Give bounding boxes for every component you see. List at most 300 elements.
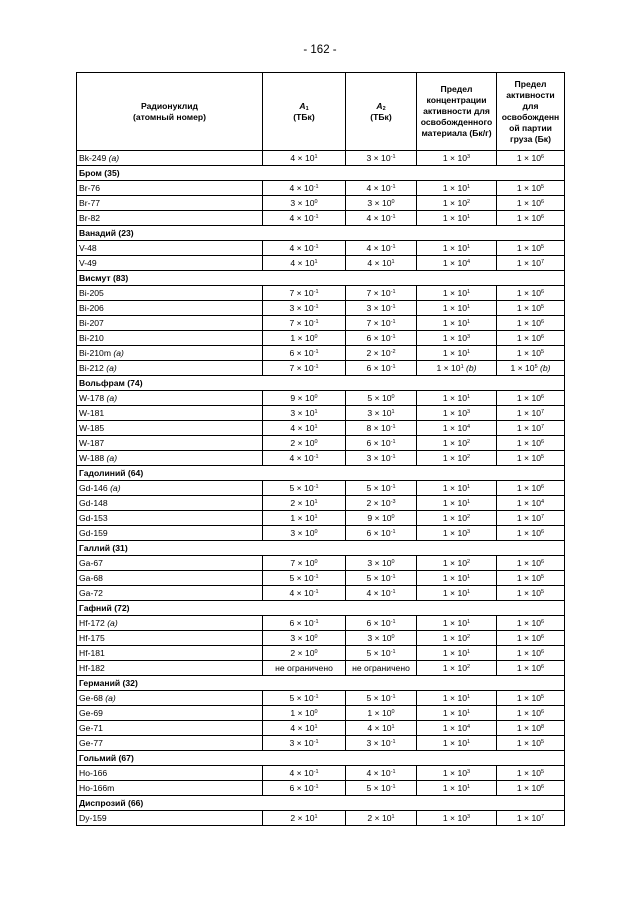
a2-value-exponent: -1 bbox=[390, 693, 396, 700]
a1-value-base: 3 × 10 bbox=[290, 197, 315, 208]
nuclide-label: W-178 bbox=[79, 392, 105, 403]
nuclide-label: Br-77 bbox=[79, 197, 101, 208]
a2-value-exponent: -1 bbox=[390, 243, 396, 250]
nuclide-name bbox=[77, 496, 263, 511]
activity-limit-value-base: 1 × 10 bbox=[516, 782, 542, 793]
a1-value bbox=[263, 526, 346, 541]
table-row bbox=[77, 481, 565, 496]
concentration-limit-value-exponent: 3 bbox=[467, 813, 471, 820]
concentration-limit-value-base: 1 × 10 bbox=[442, 242, 468, 253]
nuclide-label: Ga-67 bbox=[79, 557, 103, 568]
activity-limit-value bbox=[497, 301, 565, 316]
a1-value bbox=[263, 361, 346, 376]
a1-value bbox=[263, 151, 346, 166]
a1-value-exponent: 0 bbox=[314, 558, 318, 565]
concentration-limit-value-exponent: 1 bbox=[460, 363, 464, 370]
a1-value-exponent: 0 bbox=[314, 648, 318, 655]
concentration-limit-value-base: 1 × 10 bbox=[442, 332, 468, 343]
concentration-limit-value bbox=[417, 151, 497, 166]
nuclide-name bbox=[77, 616, 263, 631]
a2-value bbox=[346, 526, 417, 541]
concentration-limit-value bbox=[417, 301, 497, 316]
concentration-limit-value bbox=[417, 451, 497, 466]
nuclide-label: V-49 bbox=[79, 257, 97, 268]
a2-value-exponent: 0 bbox=[391, 633, 395, 640]
activity-limit-value-exponent: 6 bbox=[541, 558, 545, 565]
concentration-limit-value bbox=[417, 616, 497, 631]
a1-value bbox=[263, 511, 346, 526]
a2-value-base: 4 × 10 bbox=[367, 722, 392, 733]
concentration-limit-value-exponent: 4 bbox=[467, 723, 471, 730]
table-row bbox=[77, 421, 565, 436]
concentration-limit-value-base: 1 × 10 bbox=[442, 182, 468, 193]
a2-value-base: 2 × 10 bbox=[366, 347, 391, 358]
concentration-limit-value bbox=[417, 721, 497, 736]
concentration-limit-value-base: 1 × 10 bbox=[442, 287, 468, 298]
nuclide-name bbox=[77, 721, 263, 736]
element-group-name: Бром (35) bbox=[77, 166, 565, 181]
a2-value-base: 7 × 10 bbox=[366, 317, 391, 328]
activity-limit-value-base: 1 × 10 bbox=[516, 722, 542, 733]
concentration-limit-value-base: 1 × 10 bbox=[436, 362, 461, 373]
nuclide-name bbox=[77, 391, 263, 406]
concentration-limit-value-exponent: 2 bbox=[467, 558, 471, 565]
table-row bbox=[77, 196, 565, 211]
concentration-limit-value-exponent: 3 bbox=[467, 153, 471, 160]
a2-value bbox=[346, 646, 417, 661]
a1-value-exponent: 1 bbox=[314, 498, 318, 505]
nuclide-label: Bi-210 bbox=[79, 332, 104, 343]
a1-value bbox=[263, 781, 346, 796]
table-row bbox=[77, 436, 565, 451]
nuclide-note: (a) bbox=[106, 392, 118, 403]
header-radionuclide bbox=[77, 73, 263, 151]
concentration-limit-value bbox=[417, 781, 497, 796]
activity-limit-value-exponent: 6 bbox=[541, 288, 545, 295]
a1-value-exponent: -1 bbox=[313, 453, 319, 460]
concentration-limit-value bbox=[417, 346, 497, 361]
concentration-limit-value-base: 1 × 10 bbox=[442, 617, 468, 628]
a2-value bbox=[346, 766, 417, 781]
element-group-name: Гольмий (67) bbox=[77, 751, 565, 766]
a2-value-base: 4 × 10 bbox=[366, 587, 391, 598]
concentration-limit-value bbox=[417, 556, 497, 571]
a2-value-exponent: 1 bbox=[391, 723, 395, 730]
concentration-limit-value-base: 1 × 10 bbox=[442, 422, 468, 433]
a2-value bbox=[346, 406, 417, 421]
a1-value-base: 2 × 10 bbox=[290, 647, 315, 658]
header-a1 bbox=[263, 73, 346, 151]
concentration-limit-value-exponent: 2 bbox=[467, 663, 471, 670]
a1-value-exponent: -1 bbox=[313, 573, 319, 580]
a1-value-exponent: 0 bbox=[314, 528, 318, 535]
nuclide-name bbox=[77, 406, 263, 421]
a1-value-base: не ограничено bbox=[275, 662, 333, 673]
nuclide-label: W-181 bbox=[79, 407, 105, 418]
a1-value-exponent: -1 bbox=[313, 183, 319, 190]
nuclide-name bbox=[77, 586, 263, 601]
activity-limit-value bbox=[497, 361, 565, 376]
a1-value bbox=[263, 721, 346, 736]
nuclide-label: Bi-205 bbox=[79, 287, 104, 298]
concentration-limit-value-base: 1 × 10 bbox=[442, 257, 468, 268]
concentration-limit-value-exponent: 1 bbox=[467, 708, 471, 715]
nuclide-label: Gd-148 bbox=[79, 497, 108, 508]
concentration-limit-value-base: 1 × 10 bbox=[442, 392, 468, 403]
a2-value-exponent: -1 bbox=[390, 423, 396, 430]
a1-value bbox=[263, 196, 346, 211]
concentration-limit-value bbox=[417, 706, 497, 721]
concentration-limit-value-base: 1 × 10 bbox=[442, 722, 468, 733]
nuclide-name bbox=[77, 256, 263, 271]
a2-value bbox=[346, 571, 417, 586]
concentration-limit-value-base: 1 × 10 bbox=[442, 572, 468, 583]
concentration-limit-value-exponent: 2 bbox=[467, 513, 471, 520]
activity-limit-value bbox=[497, 241, 565, 256]
activity-limit-value-exponent: 5 bbox=[541, 768, 545, 775]
nuclide-name bbox=[77, 631, 263, 646]
a1-value-base: 1 × 10 bbox=[290, 332, 315, 343]
nuclide-name bbox=[77, 661, 263, 676]
a1-value-exponent: -1 bbox=[313, 483, 319, 490]
activity-limit-value bbox=[497, 691, 565, 706]
a2-value bbox=[346, 691, 417, 706]
concentration-limit-value-exponent: 1 bbox=[467, 573, 471, 580]
a1-value bbox=[263, 571, 346, 586]
concentration-limit-value-base: 1 × 10 bbox=[442, 647, 468, 658]
a1-value-exponent: -1 bbox=[313, 303, 319, 310]
table-row bbox=[77, 571, 565, 586]
concentration-limit-value-exponent: 1 bbox=[467, 693, 471, 700]
a1-value-exponent: 0 bbox=[314, 633, 318, 640]
concentration-limit-value-exponent: 1 bbox=[467, 318, 471, 325]
a2-value bbox=[346, 241, 417, 256]
concentration-limit-value-exponent: 4 bbox=[467, 423, 471, 430]
a2-value-base: 3 × 10 bbox=[367, 557, 392, 568]
table-row bbox=[77, 616, 565, 631]
table-row bbox=[77, 646, 565, 661]
a2-value-exponent: -1 bbox=[390, 573, 396, 580]
concentration-limit-value-base: 1 × 10 bbox=[442, 512, 468, 523]
concentration-limit-value-exponent: 3 bbox=[467, 768, 471, 775]
a2-value-exponent: -1 bbox=[390, 303, 396, 310]
concentration-limit-value-exponent: 4 bbox=[467, 258, 471, 265]
activity-limit-value-base: 1 × 10 bbox=[516, 557, 542, 568]
concentration-limit-value bbox=[417, 631, 497, 646]
nuclide-label: W-188 bbox=[79, 452, 105, 463]
concentration-limit-value-exponent: 1 bbox=[467, 288, 471, 295]
activity-limit-value-exponent: 5 bbox=[541, 588, 545, 595]
activity-limit-value-exponent: 6 bbox=[541, 153, 545, 160]
a1-value bbox=[263, 406, 346, 421]
activity-limit-value-exponent: 6 bbox=[541, 618, 545, 625]
table-row bbox=[77, 181, 565, 196]
a2-value-exponent: -1 bbox=[390, 738, 396, 745]
activity-limit-value-base: 1 × 10 bbox=[510, 362, 535, 373]
a1-value-exponent: -1 bbox=[313, 213, 319, 220]
a1-value bbox=[263, 241, 346, 256]
concentration-limit-value bbox=[417, 526, 497, 541]
table-row bbox=[77, 211, 565, 226]
activity-limit-value-base: 1 × 10 bbox=[516, 512, 542, 523]
element-group-row bbox=[77, 226, 565, 241]
concentration-limit-value-exponent: 3 bbox=[467, 333, 471, 340]
a1-value-exponent: -1 bbox=[313, 363, 319, 370]
a2-value-base: 3 × 10 bbox=[366, 737, 391, 748]
a2-value-base: 1 × 10 bbox=[367, 707, 392, 718]
a1-value-exponent: 0 bbox=[314, 333, 318, 340]
concentration-limit-value-base: 1 × 10 bbox=[442, 452, 468, 463]
a2-value-base: 2 × 10 bbox=[367, 812, 392, 823]
a2-value-exponent: 0 bbox=[391, 198, 395, 205]
a1-value-base: 9 × 10 bbox=[290, 392, 315, 403]
table-row bbox=[77, 556, 565, 571]
nuclide-label: W-185 bbox=[79, 422, 105, 433]
nuclide-note: (a) bbox=[105, 692, 116, 703]
nuclide-name bbox=[77, 481, 263, 496]
nuclide-label: Bi-212 bbox=[79, 362, 104, 373]
table-row bbox=[77, 301, 565, 316]
a2-value bbox=[346, 616, 417, 631]
activity-limit-value bbox=[497, 526, 565, 541]
nuclide-label: Gd-159 bbox=[79, 527, 108, 538]
a2-value-exponent: -1 bbox=[390, 438, 396, 445]
activity-limit-value-exponent: 6 bbox=[541, 333, 545, 340]
activity-limit-value-base: 1 × 10 bbox=[516, 767, 542, 778]
a1-value bbox=[263, 436, 346, 451]
header-a1-index: 1 bbox=[305, 105, 309, 112]
concentration-limit-value bbox=[417, 406, 497, 421]
a1-value bbox=[263, 766, 346, 781]
a1-value bbox=[263, 391, 346, 406]
nuclide-label: Hf-175 bbox=[79, 632, 105, 643]
activity-limit-value-exponent: 6 bbox=[541, 213, 545, 220]
nuclide-name bbox=[77, 736, 263, 751]
activity-limit-value-base: 1 × 10 bbox=[516, 347, 542, 358]
a2-value bbox=[346, 811, 417, 826]
a2-value-exponent: -1 bbox=[390, 183, 396, 190]
a2-value bbox=[346, 196, 417, 211]
nuclide-name bbox=[77, 421, 263, 436]
nuclide-label: Bi-207 bbox=[79, 317, 104, 328]
activity-limit-value-base: 1 × 10 bbox=[516, 707, 542, 718]
activity-limit-value bbox=[497, 451, 565, 466]
concentration-limit-value-exponent: 1 bbox=[467, 303, 471, 310]
activity-limit-value-exponent: 6 bbox=[541, 648, 545, 655]
concentration-limit-value bbox=[417, 331, 497, 346]
activity-limit-value-exponent: 5 bbox=[541, 573, 545, 580]
activity-limit-value-exponent: 6 bbox=[541, 483, 545, 490]
a2-value bbox=[346, 736, 417, 751]
activity-limit-value-base: 1 × 10 bbox=[516, 242, 542, 253]
concentration-limit-value-base: 1 × 10 bbox=[442, 662, 468, 673]
radionuclide-table bbox=[76, 72, 565, 826]
concentration-limit-value bbox=[417, 361, 497, 376]
concentration-limit-value-base: 1 × 10 bbox=[442, 437, 468, 448]
concentration-limit-value bbox=[417, 211, 497, 226]
a1-value bbox=[263, 661, 346, 676]
activity-limit-value bbox=[497, 706, 565, 721]
activity-limit-value-exponent: 6 bbox=[541, 663, 545, 670]
concentration-limit-value-base: 1 × 10 bbox=[442, 497, 468, 508]
concentration-limit-value-base: 1 × 10 bbox=[442, 557, 468, 568]
a1-value-base: 3 × 10 bbox=[289, 737, 314, 748]
activity-limit-value bbox=[497, 406, 565, 421]
a2-value-exponent: -1 bbox=[390, 783, 396, 790]
a2-value-exponent: 1 bbox=[391, 408, 395, 415]
a1-value bbox=[263, 631, 346, 646]
a1-value-exponent: 0 bbox=[314, 393, 318, 400]
a2-value bbox=[346, 481, 417, 496]
activity-limit-value-base: 1 × 10 bbox=[516, 152, 542, 163]
activity-limit-value-base: 1 × 10 bbox=[516, 332, 542, 343]
header-row bbox=[77, 73, 565, 151]
nuclide-name bbox=[77, 646, 263, 661]
a2-value bbox=[346, 781, 417, 796]
a1-value bbox=[263, 301, 346, 316]
activity-limit-value-exponent: 6 bbox=[541, 318, 545, 325]
a2-value-exponent: -1 bbox=[390, 483, 396, 490]
a2-value-base: 3 × 10 bbox=[366, 302, 391, 313]
element-group-name: Галлий (31) bbox=[77, 541, 565, 556]
nuclide-note: (a) bbox=[108, 152, 120, 163]
concentration-limit-value-exponent: 2 bbox=[467, 633, 471, 640]
a1-value-exponent: 1 bbox=[314, 153, 318, 160]
nuclide-note: (a) bbox=[110, 482, 121, 493]
a2-value-exponent: -1 bbox=[390, 768, 396, 775]
activity-limit-value-base: 1 × 10 bbox=[516, 482, 542, 493]
nuclide-note: (a) bbox=[106, 452, 118, 463]
activity-limit-value bbox=[497, 481, 565, 496]
a1-value-base: 3 × 10 bbox=[290, 527, 315, 538]
a1-value-base: 5 × 10 bbox=[289, 692, 314, 703]
element-group-name: Гадолиний (64) bbox=[77, 466, 565, 481]
element-group-name: Гафний (72) bbox=[77, 601, 565, 616]
concentration-limit-value-base: 1 × 10 bbox=[442, 347, 468, 358]
concentration-limit-value bbox=[417, 181, 497, 196]
a2-value-exponent: 0 bbox=[391, 708, 395, 715]
header-a2-index: 2 bbox=[382, 105, 386, 112]
activity-limit-value bbox=[497, 661, 565, 676]
a1-value-exponent: 1 bbox=[314, 723, 318, 730]
a2-value bbox=[346, 511, 417, 526]
activity-limit-value bbox=[497, 766, 565, 781]
a2-value-base: 3 × 10 bbox=[367, 407, 392, 418]
a2-value-base: 3 × 10 bbox=[366, 452, 391, 463]
activity-limit-value bbox=[497, 811, 565, 826]
a2-value-exponent: -1 bbox=[390, 153, 396, 160]
nuclide-label: Hf-182 bbox=[79, 662, 105, 673]
activity-limit-value bbox=[497, 631, 565, 646]
nuclide-label: Ga-68 bbox=[79, 572, 103, 583]
activity-limit-value-base: 1 × 10 bbox=[516, 302, 542, 313]
a1-value-exponent: -1 bbox=[313, 243, 319, 250]
activity-limit-value-exponent: 5 bbox=[541, 243, 545, 250]
activity-limit-value-base: 1 × 10 bbox=[516, 257, 542, 268]
activity-limit-value bbox=[497, 646, 565, 661]
activity-limit-value bbox=[497, 556, 565, 571]
activity-limit-value-exponent: 5 bbox=[541, 453, 545, 460]
a1-value-base: 7 × 10 bbox=[289, 287, 314, 298]
concentration-limit-value bbox=[417, 286, 497, 301]
activity-limit-value-exponent: 7 bbox=[541, 258, 545, 265]
nuclide-name bbox=[77, 766, 263, 781]
activity-limit-value-base: 1 × 10 bbox=[516, 392, 542, 403]
table-row bbox=[77, 586, 565, 601]
activity-limit-value-exponent: 5 bbox=[541, 738, 545, 745]
a2-value-base: 6 × 10 bbox=[366, 617, 391, 628]
a2-value-exponent: -1 bbox=[390, 528, 396, 535]
a2-value-base: 8 × 10 bbox=[366, 422, 391, 433]
element-group-row bbox=[77, 796, 565, 811]
table-row bbox=[77, 256, 565, 271]
a1-value-exponent: 1 bbox=[314, 513, 318, 520]
element-group-name: Германий (32) bbox=[77, 676, 565, 691]
a1-value-exponent: 1 bbox=[314, 258, 318, 265]
nuclide-label: Ho-166 bbox=[79, 767, 108, 778]
activity-limit-value bbox=[497, 736, 565, 751]
concentration-limit-value bbox=[417, 436, 497, 451]
a1-value-base: 4 × 10 bbox=[290, 152, 315, 163]
nuclide-label: Ge-71 bbox=[79, 722, 103, 733]
a1-value-exponent: 1 bbox=[314, 408, 318, 415]
a1-value-base: 4 × 10 bbox=[289, 452, 314, 463]
nuclide-name bbox=[77, 436, 263, 451]
a1-value-base: 2 × 10 bbox=[290, 437, 315, 448]
activity-limit-value bbox=[497, 181, 565, 196]
activity-limit-value-exponent: 7 bbox=[541, 408, 545, 415]
a1-value bbox=[263, 646, 346, 661]
activity-limit-value-base: 1 × 10 bbox=[516, 182, 542, 193]
table-row bbox=[77, 691, 565, 706]
a1-value-base: 1 × 10 bbox=[290, 707, 315, 718]
activity-limit-value-exponent: 8 bbox=[541, 723, 545, 730]
concentration-limit-value-base: 1 × 10 bbox=[442, 482, 468, 493]
a2-value-base: 6 × 10 bbox=[366, 362, 391, 373]
a1-value-base: 4 × 10 bbox=[289, 182, 314, 193]
a1-value bbox=[263, 286, 346, 301]
header-a2-unit: (ТБк) bbox=[370, 111, 392, 122]
activity-limit-value-base: 1 × 10 bbox=[516, 452, 542, 463]
a2-value-exponent: -2 bbox=[390, 348, 396, 355]
element-group-row bbox=[77, 601, 565, 616]
activity-limit-value bbox=[497, 721, 565, 736]
concentration-limit-value-base: 1 × 10 bbox=[442, 812, 468, 823]
table-row bbox=[77, 766, 565, 781]
nuclide-note: (a) bbox=[113, 347, 124, 358]
a2-value-exponent: -1 bbox=[390, 618, 396, 625]
activity-limit-value bbox=[497, 436, 565, 451]
nuclide-label: Ge-69 bbox=[79, 707, 103, 718]
activity-limit-value bbox=[497, 316, 565, 331]
table-body bbox=[77, 151, 565, 826]
a1-value-exponent: 0 bbox=[314, 198, 318, 205]
element-group-row bbox=[77, 376, 565, 391]
table-row bbox=[77, 451, 565, 466]
a2-value bbox=[346, 211, 417, 226]
nuclide-label: Bi-210m bbox=[79, 347, 111, 358]
a1-value-exponent: -1 bbox=[313, 288, 319, 295]
a1-value bbox=[263, 811, 346, 826]
concentration-limit-value-exponent: 1 bbox=[467, 783, 471, 790]
a2-value bbox=[346, 256, 417, 271]
a2-value-exponent: 1 bbox=[391, 813, 395, 820]
table-row bbox=[77, 511, 565, 526]
concentration-limit-value-base: 1 × 10 bbox=[442, 212, 468, 223]
concentration-limit-value-exponent: 2 bbox=[467, 453, 471, 460]
a2-value-base: 5 × 10 bbox=[366, 692, 391, 703]
concentration-limit-value-exponent: 3 bbox=[467, 408, 471, 415]
